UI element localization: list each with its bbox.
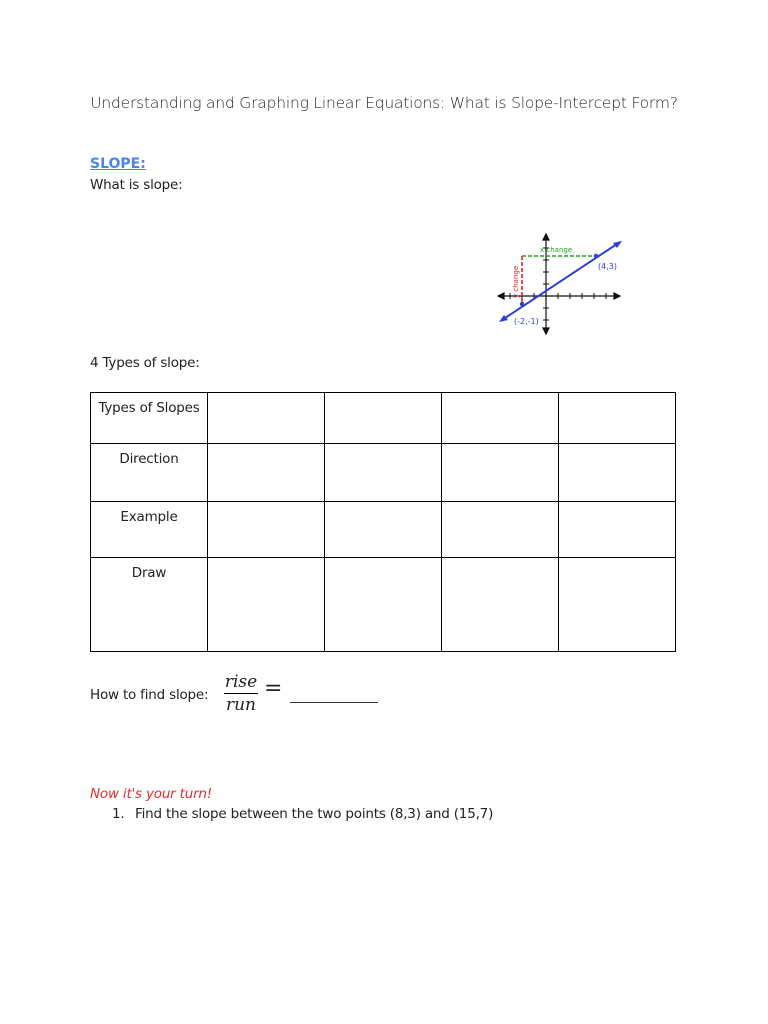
slope-graph-illustration xyxy=(496,232,624,336)
row-header-example: Example xyxy=(91,502,208,558)
table-cell[interactable] xyxy=(208,393,325,444)
table-row xyxy=(91,502,676,558)
point-b-marker xyxy=(520,302,524,306)
table-cell[interactable] xyxy=(559,502,676,558)
table-cell[interactable] xyxy=(208,444,325,502)
answer-blank[interactable] xyxy=(290,690,378,703)
table-cell[interactable] xyxy=(559,444,676,502)
table-cell[interactable] xyxy=(208,502,325,558)
table-cell[interactable] xyxy=(325,444,442,502)
table-cell[interactable] xyxy=(559,393,676,444)
table-cell[interactable] xyxy=(442,502,559,558)
table-cell[interactable] xyxy=(442,393,559,444)
question-text: Find the slope between the two points (8,3) and (15,7) xyxy=(135,806,494,822)
row-header-draw: Draw xyxy=(91,558,208,652)
what-is-slope-prompt: What is slope: xyxy=(90,177,183,193)
table-cell[interactable] xyxy=(325,502,442,558)
question-number: 1. xyxy=(112,806,125,822)
x-change-label: x change xyxy=(540,246,573,254)
table-cell[interactable] xyxy=(442,558,559,652)
page-title: Understanding and Graphing Linear Equations: What is Slope-Intercept Form? xyxy=(90,94,678,112)
y-change-label: y change xyxy=(512,265,520,298)
slope-heading: SLOPE: xyxy=(90,156,146,172)
your-turn-heading: Now it's your turn! xyxy=(90,786,212,802)
table-row xyxy=(91,558,676,652)
fraction-denominator: run xyxy=(225,695,257,716)
point-b-label: (-2,-1) xyxy=(514,317,539,326)
table-cell[interactable] xyxy=(442,444,559,502)
fraction-bar xyxy=(224,693,258,694)
table-row xyxy=(91,393,676,444)
table-cell[interactable] xyxy=(325,558,442,652)
row-header-direction: Direction xyxy=(91,444,208,502)
table-cell[interactable] xyxy=(325,393,442,444)
slope-types-table xyxy=(90,392,676,652)
types-of-slope-prompt: 4 Types of slope: xyxy=(90,355,200,371)
rise-over-run-fraction xyxy=(222,672,260,715)
table-cell[interactable] xyxy=(208,558,325,652)
equals-sign: = xyxy=(264,676,283,701)
fraction-numerator: rise xyxy=(224,672,258,692)
point-a-marker xyxy=(594,254,598,258)
table-cell[interactable] xyxy=(559,558,676,652)
row-header-types: Types of Slopes xyxy=(91,393,208,444)
point-a-label: (4,3) xyxy=(598,262,617,271)
table-row xyxy=(91,444,676,502)
how-to-find-slope-label: How to find slope: xyxy=(90,687,209,703)
